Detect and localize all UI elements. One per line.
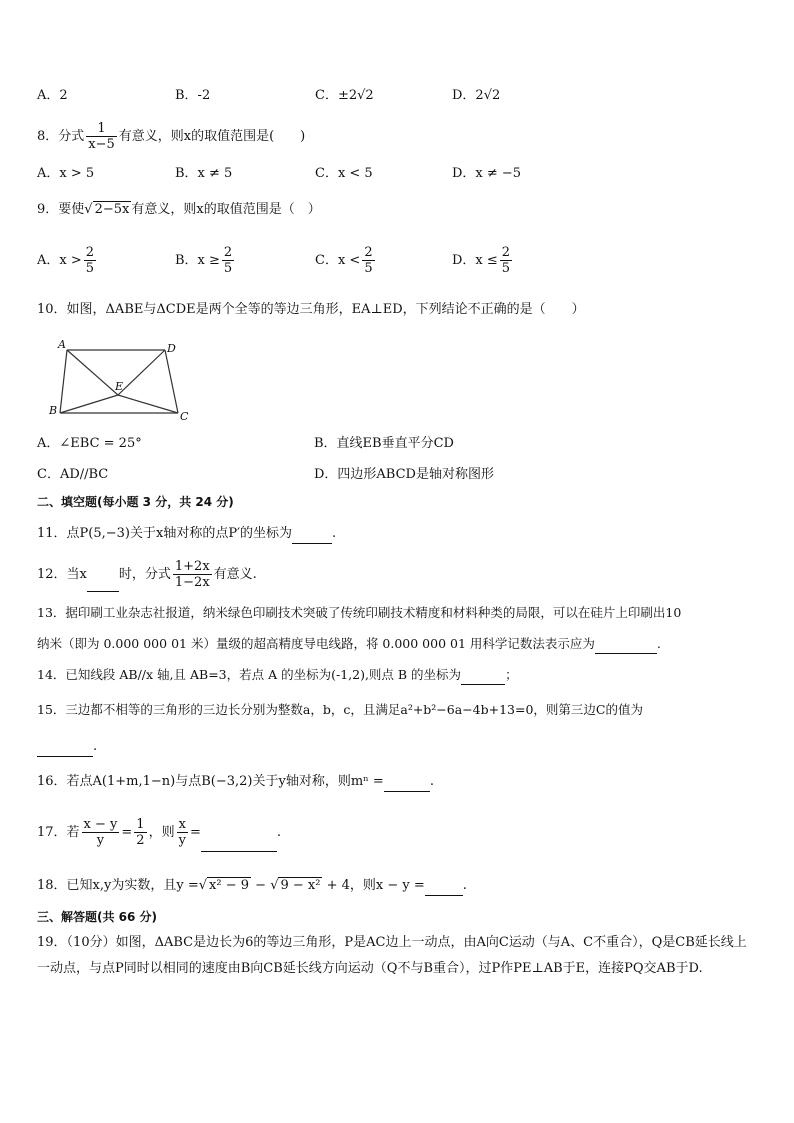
q18-prefix: 18．已知x,y为实数，且y =: [37, 878, 199, 893]
q17-fraction-1-num: x − y: [83, 817, 118, 832]
q9-option-b-den: 5: [223, 261, 233, 276]
q17-fraction-2: [134, 817, 146, 848]
label-b: B: [49, 404, 58, 417]
section-2-heading: 二、填空题(每小题 3 分，共 24 分): [37, 495, 234, 509]
q9-option-a-num: 2: [85, 245, 95, 260]
q9-option-c-num: 2: [364, 245, 373, 260]
q17-fraction-1: [82, 817, 120, 848]
q9-option-a: [37, 244, 98, 278]
q12-numerator: 1+2x: [174, 559, 210, 574]
q18-end: .: [462, 878, 467, 893]
question-19: 19．（10分）如图，ΔABC是边长为6的等边三角形，P是AC边上一动点，由A向C运动（与A、C不重合），Q是CB延长线上一动点，与点P同时以相同的速度由B向CB延长线方向运动（Q不与B重合），过P作PE⊥AB于E，连接PQ交AB于D.: [37, 935, 747, 976]
q9-option-b-fraction: [222, 245, 234, 276]
q17-fraction-3-num: x: [177, 817, 188, 833]
question-13-line-2: [37, 634, 661, 654]
q8-option-c: C．x < 5: [315, 166, 373, 181]
q8-numerator: 1: [86, 121, 117, 137]
q16-end: .: [429, 774, 434, 789]
segment-ab: [60, 350, 67, 413]
q9-option-b: [175, 244, 236, 278]
question-13-line-1: 13．据印刷工业杂志社报道，纳米绿色印刷技术突破了传统印刷技术精度和材料种类的局限，可以在硅片上印刷出10: [37, 605, 682, 620]
q17-prefix: 17．若: [37, 825, 80, 840]
label-e: E: [115, 380, 124, 393]
q12-prefix: 12．当x: [37, 567, 87, 582]
q18-minus: −: [251, 878, 271, 893]
question-10: 10．如图，ΔABE与ΔCDE是两个全等的等边三角形，EA⊥ED，下列结论不正确的是（ ）: [37, 302, 585, 317]
q12-denominator: 1−2x: [174, 575, 210, 590]
q9-option-a-den: 5: [85, 261, 95, 276]
q16-text: 16．若点A(1+m,1−n)与点B(−3,2)关于y轴对称，则mⁿ =: [37, 774, 384, 789]
q9-prefix: 9．要使: [37, 202, 85, 217]
q17-fraction-3: [177, 817, 188, 848]
question-17: 17．若 $\frac{x - y}{y}$ = $\frac{1}{2}$ ，则 $\frac{x}{y}$ = .: [37, 814, 281, 852]
question-14: [37, 665, 518, 685]
q14-answer-blank[interactable]: [461, 670, 505, 685]
question-9: 9．要使√ 2−5x 有意义，则x的取值范围是（ ）: [37, 202, 321, 217]
q14-end: ；: [505, 667, 518, 682]
q13-text: 纳米（即为 0.000 000 01 米）量级的超高精度导电线路，将 0.000 000 01 用科学记数法表示应为: [37, 636, 595, 651]
q12-fraction: [173, 559, 212, 590]
q10-option-a: A．∠EBC = 25°: [37, 436, 142, 451]
q8-option-d: D．x ≠ −5: [452, 166, 522, 181]
q10-figure: [40, 338, 200, 424]
q18-radicand-1: x² − 9: [209, 878, 250, 893]
q13-end: .: [656, 636, 661, 651]
q9-option-d-label: D．x ≤: [452, 253, 498, 268]
q18-answer-blank[interactable]: [425, 881, 463, 896]
q8-option-a: A．x > 5: [37, 166, 95, 181]
q11-answer-blank[interactable]: [292, 529, 332, 544]
q10-option-d: D．四边形ABCD是轴对称图形: [314, 467, 494, 482]
q9-option-d-num: 2: [501, 245, 511, 260]
q7-option-d: D．2√2: [452, 88, 501, 103]
question-12: [37, 558, 257, 592]
question-18: 18．已知x,y为实数，且y =√ x² − 9 − √ 9 − x² + 4，则x − y = .: [37, 876, 467, 896]
q18-radicand-2: 9 − x²: [280, 878, 321, 893]
q9-option-c-label: C．x <: [315, 253, 361, 268]
q13-answer-blank[interactable]: [595, 639, 657, 654]
section-3-heading: 三、解答题(共 66 分): [37, 910, 158, 924]
q17-fraction-1-den: y: [96, 833, 105, 848]
q8-denominator: x−5: [88, 137, 115, 152]
q12-suffix: 有意义.: [213, 567, 257, 582]
q9-option-c: [315, 244, 377, 278]
q17-answer-blank[interactable]: [201, 837, 277, 852]
q10-option-b: B．直线EB垂直平分CD: [314, 436, 454, 451]
q17-fraction-2-num: 1: [136, 817, 145, 832]
q9-radicand: 2−5x: [94, 202, 130, 217]
q8-suffix: 有意义，则x的取值范围是( ): [118, 129, 306, 144]
q18-tail: + 4，则x − y =: [322, 878, 425, 893]
q9-option-b-num: 2: [223, 245, 233, 260]
q9-option-a-fraction: [84, 245, 96, 276]
q9-option-d-den: 5: [501, 261, 511, 276]
q9-suffix: 有意义，则x的取值范围是（ ）: [131, 202, 321, 217]
label-d: D: [167, 342, 176, 355]
question-8: [37, 120, 305, 154]
q17-fraction-3-den: y: [178, 833, 186, 848]
q9-option-c-fraction: [362, 245, 374, 276]
q9-option-b-label: B．x ≥: [175, 253, 220, 268]
q7-option-b: B．-2: [175, 88, 211, 103]
q11-text: 11．点P(5,−3)关于x轴对称的点P′的坐标为: [37, 526, 293, 541]
q17-mid: ，则: [148, 825, 175, 840]
q7-option-c: C．±2√2: [315, 88, 374, 103]
q9-option-a-label: A．x >: [37, 253, 82, 268]
q9-option-d: [452, 244, 514, 278]
q10-option-c: C．AD//BC: [37, 467, 109, 482]
question-11: [37, 524, 336, 544]
q12-mid: 时，分式: [118, 567, 171, 582]
segment-be: [60, 395, 118, 413]
question-15-line-2: [37, 737, 97, 757]
segment-de: [118, 350, 165, 395]
question-15-line-1: 15．三边都不相等的三角形的三边长分别为整数a，b，c，且满足a²+b²−6a−4b+13=0，则第三边C的值为: [37, 702, 643, 717]
segment-ae: [67, 350, 118, 395]
q17-equals: =: [121, 825, 133, 840]
q8-prefix: 8．分式: [37, 129, 85, 144]
q8-fraction: [86, 121, 117, 152]
q17-suffix: =: [189, 825, 201, 840]
q17-fraction-2-den: 2: [136, 833, 145, 848]
label-c: C: [180, 410, 189, 423]
q16-answer-blank[interactable]: [384, 777, 430, 792]
segment-ce: [118, 395, 178, 413]
question-16: [37, 772, 434, 792]
q7-option-a: A．2: [37, 88, 68, 103]
q15-end: .: [93, 739, 98, 754]
q9-option-d-fraction: [500, 245, 512, 276]
q8-option-b: B．x ≠ 5: [175, 166, 233, 181]
segment-dc: [165, 350, 178, 413]
q14-text: 14．已知线段 AB//x 轴,且 AB=3，若点 A 的坐标为(-1,2),则点 B 的坐标为: [37, 667, 462, 682]
q9-option-c-den: 5: [364, 261, 373, 276]
label-a: A: [58, 338, 66, 351]
q12-answer-blank[interactable]: [87, 577, 119, 592]
q11-end: .: [332, 526, 337, 541]
q15-answer-blank[interactable]: [37, 742, 93, 757]
